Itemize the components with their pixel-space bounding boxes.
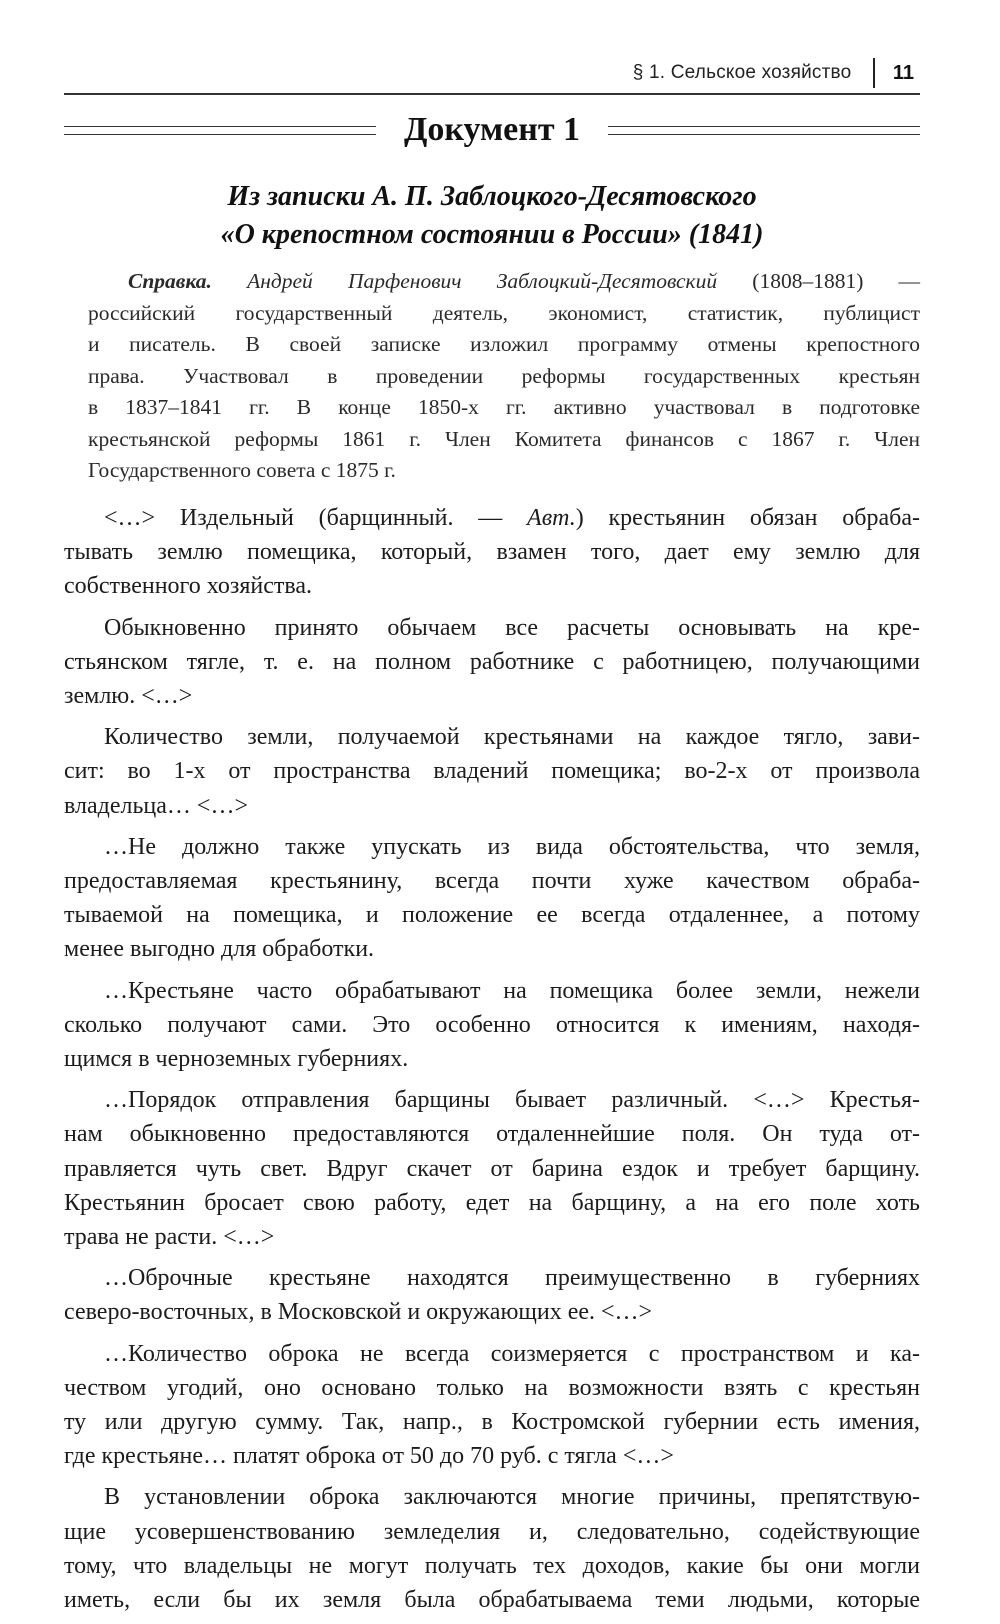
paragraph-line: сит: во 1-х от пространства владений помещика; во-2-х от произвола [64,758,920,785]
note-line: крестьянской реформы 1861 г. Член Комитета финансов с 1867 г. Член [88,426,920,451]
text-run: <…> Издельный (барщинный. — [104,505,528,531]
paragraph-line: В установлении оброка заключаются многие причины, препятствую- [104,1484,920,1511]
title-rule-right [608,126,920,135]
paragraph-line: …Не должно также упускать из вида обстоятельства, что земля, [104,833,920,860]
paragraph [64,501,920,604]
note-line [88,266,920,298]
note-line: и писатель. В своей записке изложил программу отмены крепостного [88,332,920,356]
paragraph-line: щие усовершенствованию земледелия и, следовательно, содействующие [64,1518,920,1545]
paragraph-line: стьянском тягле, т. е. на полном работнике с работницею, получающими [64,648,920,675]
document-subtitle [64,178,920,254]
paragraph-line: северо-восточных, в Московской и окружающих ее. <…> [64,1299,653,1326]
paragraph-line: землю. <…> [64,683,193,710]
paragraph-line: чеством угодий, оно основано только на возможности взять с крестьян [64,1374,920,1401]
paragraph-line: …Оброчные крестьяне находятся преимущественно в губерниях [104,1265,920,1292]
text-run: ) крестьянин обязан обраба- [575,505,920,531]
subtitle-line: Из записки А. П. Заблоцкого-Десятовского [227,181,757,212]
paragraph [64,1261,920,1329]
note-person-name: Андрей Парфенович Заблоцкий-Десятовский [247,269,718,293]
reference-note [88,266,920,487]
note-line: в 1837–1841 гг. В конце 1850-х гг. активно участвовал в подготовке [88,395,920,419]
running-header [633,56,920,90]
paragraph-line: …Порядок отправления барщины бывает различный. <…> Крестья- [104,1087,920,1114]
document-heading [64,108,920,152]
subtitle-line: «О крепостном состоянии в России» (1841) [220,219,764,250]
paragraph-line: тываемой на помещика, и положение ее всегда отдаленнее, а потому [64,902,920,929]
paragraph [64,830,920,967]
paragraph-line: собственного хозяйства. [64,573,313,600]
page-number: 11 [892,61,914,84]
paragraph-line: нам обыкновенно предоставляются отдаленнейшие поля. Он туда от- [64,1121,920,1148]
header-rule [64,93,920,95]
document-body [64,501,920,1624]
paragraph [64,1337,920,1474]
note-lead: Справка. [128,269,212,293]
paragraph [64,1083,920,1254]
header-separator [873,58,875,88]
paragraph-line: тывать землю помещика, который, взамен того, дает ему землю для [64,539,920,566]
paragraph-line: правляется чуть свет. Вдруг скачет от барина ездок и требует барщину. [64,1155,920,1182]
paragraph-line: …Количество оброка не всегда соизмеряется с пространством и ка- [104,1340,920,1367]
paragraph-line [64,501,920,535]
document-title: Документ 1 [403,111,581,148]
paragraph [64,1480,920,1617]
paragraph-line: щимся в черноземных губерниях. [64,1046,409,1073]
paragraph-line: менее выгодно для обработки. [64,936,375,963]
paragraph-line: ту или другую сумму. Так, напр., в Костромской губернии есть имения, [64,1409,920,1436]
title-rule-left [64,126,376,135]
section-title: § 1. Сельское хозяйство [632,62,852,83]
paragraph-line: Количество земли, получаемой крестьянами на каждое тягло, зави- [104,724,920,751]
paragraph-line: трава не расти. <…> [64,1224,275,1251]
paragraph-line: сколько получают сами. Это особенно относится к имениям, находя- [64,1011,920,1038]
author-abbrev: Авт. [527,505,576,531]
note-line: Государственного совета с 1875 г. [88,458,396,482]
paragraph [64,720,920,823]
book-page [64,0,921,1614]
paragraph-line: …Крестьяне часто обрабатывают на помещика более земли, нежели [104,977,920,1004]
paragraph-line: где крестьяне… платят оброка от 50 до 70 руб. с тягла <…> [64,1443,674,1470]
note-dates: (1808–1881) — [717,269,921,293]
note-line: российский государственный деятель, экономист, статистик, публицист [88,300,920,325]
paragraph-line: владельца… <…> [64,792,248,819]
paragraph [64,974,920,1077]
paragraph-line: Обыкновенно принято обычаем все расчеты основывать на кре- [104,614,920,641]
paragraph [64,611,920,714]
paragraph-line: иметь, если бы их земля была обрабатываема теми людьми, которые [64,1587,920,1614]
paragraph-line: тому, что владельцы не могут получать тех доходов, какие бы они могли [64,1552,920,1579]
paragraph-line: Крестьянин бросает свою работу, едет на барщину, а на его поле хоть [64,1189,920,1216]
note-line: права. Участвовал в проведении реформы государственных крестьян [88,363,920,388]
paragraph-line: предоставляемая крестьянину, всегда почти хуже качеством обраба- [64,868,920,895]
